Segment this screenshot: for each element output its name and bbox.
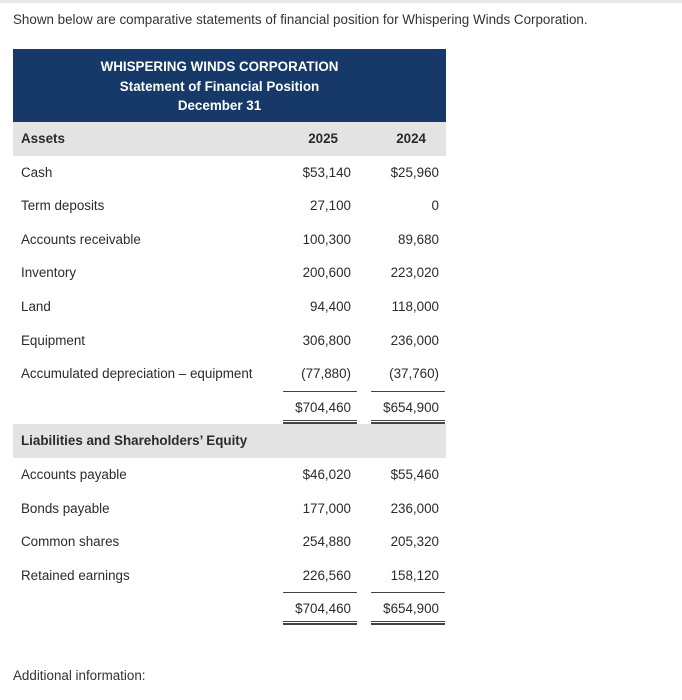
row-label: Retained earnings — [21, 567, 130, 583]
table-row — [13, 223, 446, 257]
value-2025: 226,560 — [302, 567, 351, 583]
assets-total-row — [13, 391, 446, 425]
year-2024-heading: 2024 — [396, 131, 426, 146]
value-2025: 254,880 — [302, 534, 351, 550]
value-2025: (77,880) — [301, 366, 351, 382]
table-row — [13, 525, 446, 559]
subtotal-rule — [371, 391, 445, 392]
row-label: Land — [21, 298, 51, 314]
statement-date: December 31 — [177, 98, 262, 113]
table-row — [13, 290, 446, 324]
value-2024: 223,020 — [390, 265, 439, 281]
total-2025: $704,460 — [295, 601, 351, 617]
year-2025-heading: 2025 — [308, 131, 338, 146]
value-2024: 205,320 — [390, 534, 439, 550]
value-2025: 27,100 — [310, 198, 351, 214]
value-2024: 0 — [431, 198, 439, 214]
row-label: Accounts payable — [21, 466, 127, 482]
value-2024: $25,960 — [390, 164, 439, 180]
assets-header-row — [13, 122, 446, 156]
value-2025: 177,000 — [302, 500, 351, 516]
total-double-rule — [371, 420, 445, 424]
statement-header — [13, 49, 446, 122]
value-2025: $53,140 — [302, 164, 351, 180]
financial-statement-table — [13, 49, 446, 626]
table-row — [13, 559, 446, 593]
additional-information-label: Additional information: — [13, 668, 146, 683]
value-2024: $55,460 — [390, 466, 439, 482]
row-label: Equipment — [21, 332, 86, 348]
value-2024: 89,680 — [398, 231, 439, 247]
row-label: Common shares — [21, 534, 120, 550]
total-double-rule — [371, 621, 445, 625]
row-label: Term deposits — [21, 198, 105, 214]
value-2024: 118,000 — [391, 298, 439, 314]
company-name: WHISPERING WINDS CORPORATION — [100, 59, 339, 74]
subtotal-rule — [283, 592, 357, 593]
table-row — [13, 458, 446, 492]
table-row — [13, 156, 446, 190]
table-row — [13, 492, 446, 526]
value-2025: 94,400 — [310, 298, 351, 314]
liabilities-heading: Liabilities and Shareholders’ Equity — [21, 433, 248, 449]
table-row — [13, 189, 446, 223]
table-row — [13, 256, 446, 290]
total-double-rule — [283, 621, 357, 625]
value-2024: 236,000 — [390, 332, 439, 348]
row-label: Cash — [21, 164, 53, 180]
value-2024: 158,120 — [390, 567, 439, 583]
row-label: Accounts receivable — [21, 231, 141, 247]
row-label: Accumulated depreciation – equipment — [21, 366, 253, 382]
value-2025: 306,800 — [302, 332, 351, 348]
assets-heading: Assets — [21, 131, 65, 146]
table-row — [13, 324, 446, 358]
total-2024: $654,900 — [383, 399, 439, 415]
top-divider — [0, 0, 682, 3]
total-2024: $654,900 — [383, 601, 439, 617]
subtotal-rule — [283, 391, 357, 392]
statement-title: Statement of Financial Position — [119, 78, 320, 94]
value-2025: $46,020 — [302, 466, 351, 482]
liabilities-total-row — [13, 592, 446, 626]
total-2025: $704,460 — [295, 399, 351, 415]
value-2025: 100,300 — [302, 231, 351, 247]
table-row — [13, 357, 446, 391]
value-2024: (37,760) — [389, 366, 439, 382]
intro-text: Shown below are comparative statements of financial position for Whispering Winds Corporation. — [13, 12, 588, 27]
liabilities-header-row — [13, 424, 446, 458]
value-2025: 200,600 — [302, 265, 351, 281]
subtotal-rule — [371, 592, 445, 593]
row-label: Bonds payable — [21, 500, 110, 516]
value-2024: 236,000 — [390, 500, 439, 516]
row-label: Inventory — [21, 265, 77, 281]
total-double-rule — [283, 420, 357, 424]
